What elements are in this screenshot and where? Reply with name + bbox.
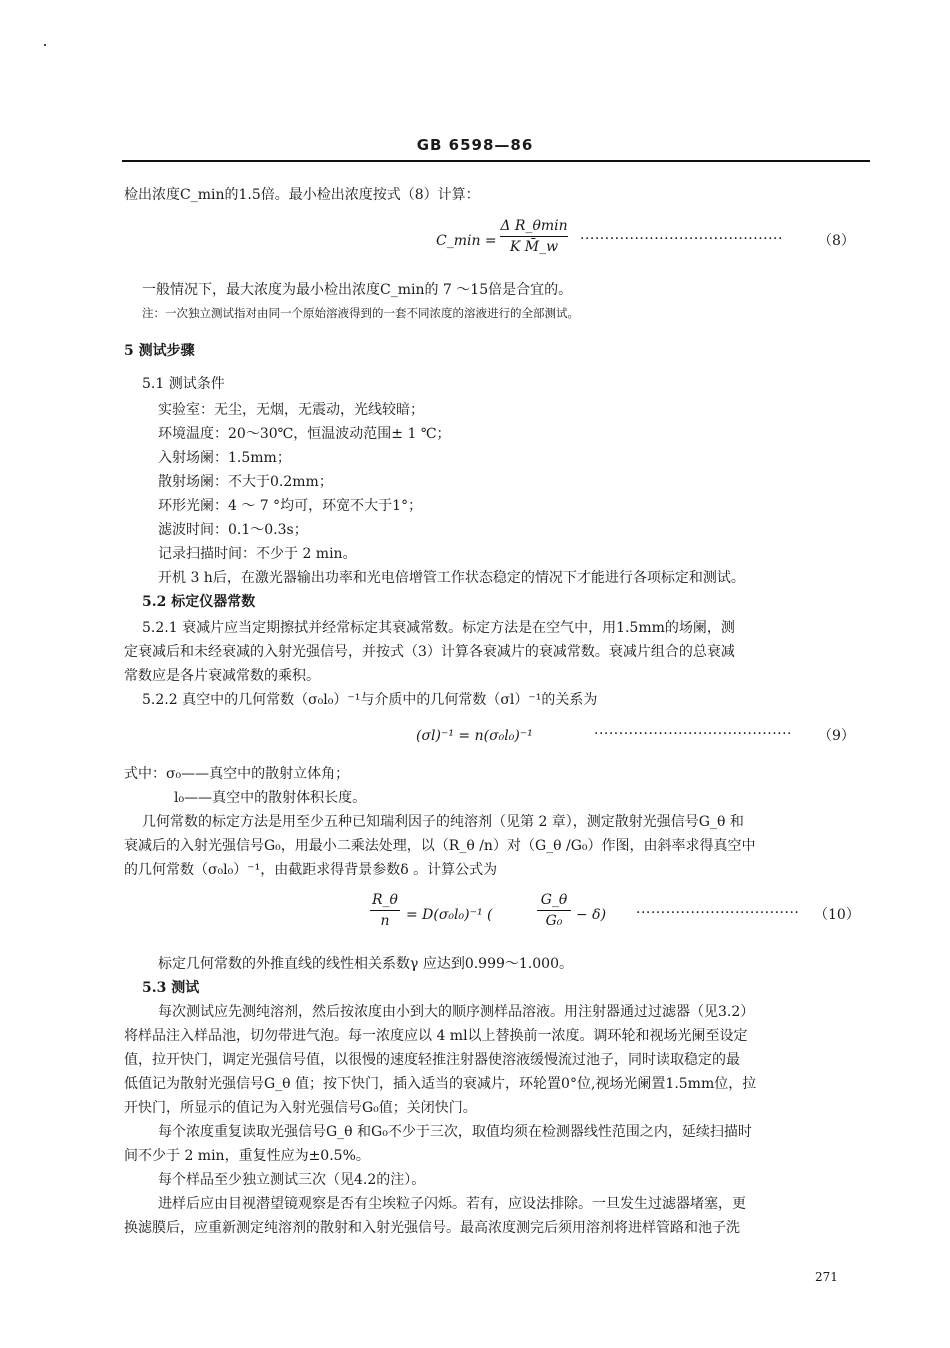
formula8-lhs: C_min = [436,233,497,249]
formula8-numerator: Δ R_θmin [500,218,568,234]
paragraph-5-2-1-line: 常数应是各片衰减常数的乘积。 [124,668,320,684]
linearity-requirement: 标定几何常数的外推直线的线性相关系数γ 应达到0.999～1.000。 [158,956,573,972]
formula8-tag: （8） [818,233,855,249]
procedure-line: 值，拉开快门，调定光强信号值，以很慢的速度轻推注射器使溶液缓慢流过池子，同时读取稳定的最 [124,1052,740,1068]
standard-number-header: GB 6598—86 [416,136,534,154]
condition-line: 实验室：无尘，无烟，无震动，光线较暗； [158,402,424,418]
formula10-rhs-numerator: G_θ [540,892,568,908]
section-5-heading: 5 测试步骤 [124,343,195,359]
condition-line: 滤波时间：0.1～0.3s； [158,522,308,538]
formula10-rhs-denominator: G₀ [545,913,563,929]
procedure-line: 每个浓度重复读取光强信号G_θ 和G₀不少于三次，取值均须在检测器线性范围之内，延续扫描时 [158,1124,752,1140]
procedure-line: 换滤膜后，应重新测定纯溶剂的散射和入射光强信号。最高浓度测完后须用溶剂将进样管路和池子洗 [124,1220,740,1236]
condition-line: 入射场阑：1.5mm； [158,450,291,466]
procedure-line: 低值记为散射光强信号G_θ 值；按下快门，插入适当的衰减片，环轮置0°位,视场光阑置1.5mm位，拉 [124,1076,757,1092]
condition-line: 环形光阑：4 ～ 7 °均可，环宽不大于1°； [158,498,423,514]
intro-line-2: 一般情况下，最大浓度为最小检出浓度C_min的 7 ～15倍是合宜的。 [142,282,573,298]
condition-line: 记录扫描时间：不少于 2 min。 [158,546,357,562]
calibration-line: 衰减后的入射光强信号G₀，用最小二乘法处理，以（R_θ /n）对（G_θ /G₀）作图，由斜率求得真空中 [124,838,756,854]
procedure-line: 将样品注入样品池，切勿带进气泡。每一浓度应以 4 ml以上替换前一浓度。调环轮和视场光阑至设定 [124,1028,748,1044]
calibration-line: 几何常数的标定方法是用至少五种已知瑞利因子的纯溶剂（见第 2 章），测定散射光强信号G_θ 和 [142,814,744,830]
procedure-line: 间不少于 2 min，重复性应为±0.5%。 [124,1148,370,1164]
where-line: 式中：σ₀——真空中的散射立体角； [124,766,350,782]
formula10-lhs-numerator: R_θ [372,892,398,908]
intro-line-1: 检出浓度C_min的1.5倍。最小检出浓度按式（8）计算： [124,187,480,203]
formula9-leader: ········································ [594,726,793,742]
scan-speck [44,44,46,46]
intro-note: 注：一次独立测试指对由同一个原始溶液得到的一套不同浓度的溶液进行的全部测试。 [142,306,579,320]
formula8-denominator: K M̄_w [509,239,559,255]
formula10-lhs-denominator: n [380,913,390,929]
formula10-lhs-fraction [370,892,400,929]
formula10-rhs-bar [537,910,571,911]
formula9: (σl)⁻¹ = n(σ₀l₀)⁻¹ [416,728,533,744]
section-5-1-heading: 5.1 测试条件 [142,376,225,392]
formula10-middle: = D(σ₀l₀)⁻¹ ( [406,907,493,923]
page-number: 271 [815,1270,838,1284]
condition-line: 散射场阑：不大于0.2mm； [158,474,333,490]
formula10-leader: ································· [636,905,800,921]
paragraph-5-2-2-line: 5.2.2 真空中的几何常数（σ₀l₀）⁻¹与介质中的几何常数（σl）⁻¹的关系为 [142,692,598,708]
formula8-bar [500,236,568,237]
section-5-3-heading: 5.3 测试 [142,980,200,996]
paragraph-5-2-1-line: 定衰减后和未经衰减的入射光强信号，并按式（3）计算各衰减片的衰减常数。衰减片组合的总衰减 [124,644,735,660]
calibration-line: 的几何常数（σ₀l₀）⁻¹，由截距求得背景参数δ 。计算公式为 [124,862,498,878]
formula10-rhs-fraction [537,892,571,929]
procedure-line: 每次测试应先测纯溶剂，然后按浓度由小到大的顺序测样品溶液。用注射器通过过滤器（见3.2） [158,1004,755,1020]
formula10-end: − δ) [576,907,607,923]
procedure-line: 进样后应由目视潜望镜观察是否有尘埃粒子闪烁。若有，应设法排除。一旦发生过滤器堵塞，更 [158,1196,746,1212]
where-line: l₀——真空中的散射体积长度。 [174,790,367,806]
paragraph-5-2-1-line: 5.2.1 衰减片应当定期擦拭并经常标定其衰减常数。标定方法是在空气中，用1.5mm的场阑，测 [142,620,735,636]
procedure-line: 每个样品至少独立测试三次（见4.2的注）。 [158,1172,426,1188]
procedure-line: 开快门，所显示的值记为入射光强信号G₀值；关闭快门。 [124,1100,477,1116]
formula9-tag: （9） [818,728,855,744]
section-5-2-heading: 5.2 标定仪器常数 [142,594,256,610]
header-rule [122,160,870,162]
formula8-fraction [500,218,568,255]
formula10-lhs-bar [370,910,400,911]
formula8-leader: ········································· [580,231,783,247]
condition-line: 环境温度：20～30℃，恒温波动范围± 1 ℃； [158,426,451,442]
formula10-tag: （10） [814,907,860,923]
condition-line: 开机 3 h后，在激光器输出功率和光电倍增管工作状态稳定的情况下才能进行各项标定和测试。 [158,570,745,586]
